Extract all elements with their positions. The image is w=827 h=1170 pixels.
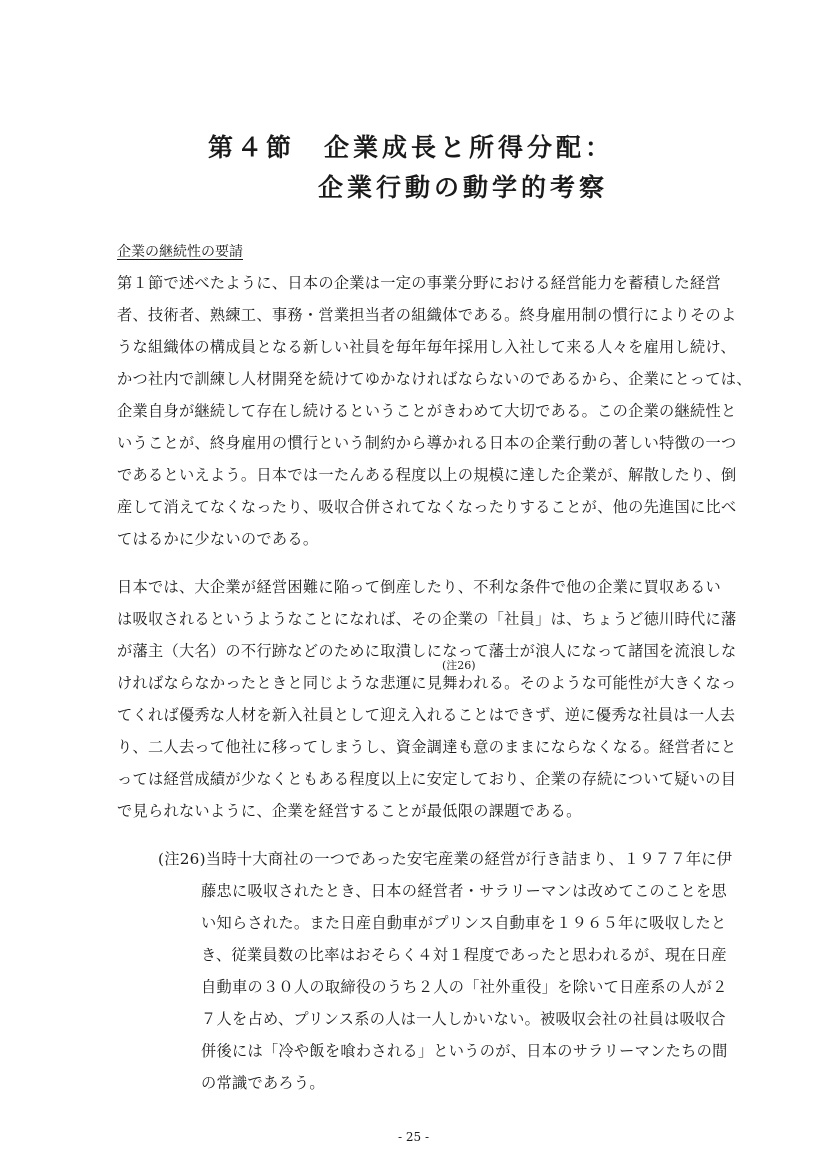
section-heading: 企業の継続性の要請 xyxy=(117,244,243,260)
paragraph-1-line: いうことが、終身雇用の慣行という制約から導かれる日本の企業行動の著しい特徴の一つ xyxy=(117,434,737,452)
footnote-line: 併後には「冷や飯を喰わされる」というのが、日本のサラリーマンたちの間 xyxy=(201,1042,728,1060)
footnote-line: の常識であろう。 xyxy=(201,1074,325,1092)
paragraph-1-line: 産して消えてなくなったり、吸収合併されてなくなったりすることが、他の先進国に比べ xyxy=(117,498,737,516)
footnote-reference: (注26) xyxy=(442,659,476,672)
paragraph-1-line: てはるかに少ないのである。 xyxy=(117,530,319,548)
footnote-line: 藤忠に吸収されたとき、日本の経営者・サラリーマンは改めてこのことを思 xyxy=(201,882,727,900)
paragraph-2-line: っては経営成績が少なくともある程度以上に安定しており、企業の存続について疑いの目 xyxy=(117,770,737,788)
page-number: - 25 - xyxy=(397,1130,429,1144)
paragraph-2-line: り、二人去って他社に移ってしまうし、資金調達も意のままにならなくなる。経営者にと xyxy=(117,738,737,756)
paragraph-2-line: てくれば優秀な人材を新入社員として迎え入れることはできず、逆に優秀な社員は一人去 xyxy=(117,706,736,724)
paragraph-1-line: かつ社内で訓練し人材開発を続けてゆかなければならないのであるから、企業にとっては、 xyxy=(117,370,752,388)
paragraph-2-line: で見られないように、企業を経営することが最低限の課題である。 xyxy=(117,802,582,820)
paragraph-1-line: であるといえよう。日本では一たんある程度以上の規模に達した企業が、解散したり、倒 xyxy=(117,466,737,484)
paragraph-2-line: は吸収されるというようなことになれば、その企業の「社員」は、ちょうど徳川時代に藩 xyxy=(117,610,737,628)
paragraph-2-line: 日本では、大企業が経営困難に陥って倒産したり、不利な条件で他の企業に買収あるい xyxy=(117,578,722,596)
footnote-line: き、従業員数の比率はおそらく４対１程度であったと思われるが、現在日産 xyxy=(201,946,727,964)
title-line-2: 企業行動の動学的考察 xyxy=(318,173,609,202)
footnote-line: い知らされた。また日産自動車がプリンス自動車を１９６５年に吸収したと xyxy=(201,914,727,932)
footnote-line: 自動車の３０人の取締役のうち２人の「社外重役」を除いて日産系の人が２ xyxy=(201,978,728,996)
title-line-1: 第４節 企業成長と所得分配： xyxy=(208,133,615,162)
footnote-line: ７人を占め、プリンス系の人は一人しかいない。被吸収会社の社員は吸収合 xyxy=(201,1010,726,1028)
paragraph-1-line: 企業自身が継続して存在し続けるということがきわめて大切である。この企業の継続性と xyxy=(117,402,737,420)
paragraph-1-line: 者、技術者、熟練工、事務・営業担当者の組織体である。終身雇用制の慣行によりそのよ xyxy=(117,306,737,324)
paragraph-2-line: が藩主（大名）の不行跡などのために取潰しになって藩士が浪人になって諸国を流浪しな xyxy=(117,642,737,660)
paragraph-2-line: ければならなかったときと同じような悲運に見舞われる。そのような可能性が大きくなっ xyxy=(117,674,737,692)
paragraph-1-line: 第１節で述べたように、日本の企業は一定の事業分野における経営能力を蓄積した経営 xyxy=(117,274,722,292)
footnote-first-line: (注26)当時十大商社の一つであった安宅産業の経営が行き詰まり、１９７７年に伊 xyxy=(158,850,733,868)
paragraph-1-line: うな組織体の構成員となる新しい社員を毎年毎年採用し入社して来る人々を雇用し続け、 xyxy=(117,338,736,356)
